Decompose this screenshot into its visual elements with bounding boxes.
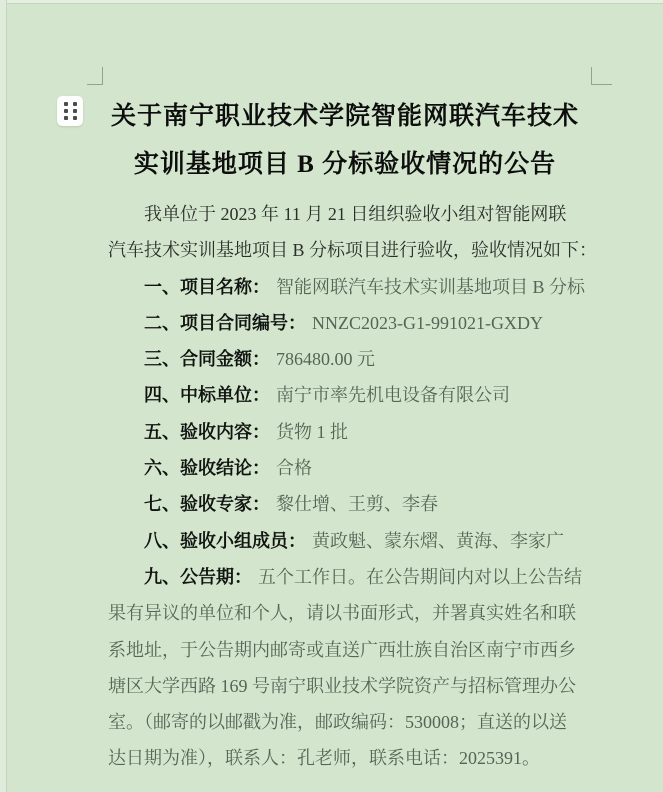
grip-dot xyxy=(64,116,68,120)
item-value: 货物 1 批 xyxy=(276,421,348,442)
grip-dot xyxy=(64,109,68,113)
grip-dot xyxy=(73,109,77,113)
title-line-2: 实训基地项目 B 分标验收情况的公告 xyxy=(133,151,557,178)
item-value: 南宁市率先机电设备有限公司 xyxy=(276,385,510,406)
item-label: 六、验收结论： xyxy=(144,458,270,479)
window-edge-left xyxy=(0,0,7,792)
document-title xyxy=(104,93,586,189)
item-label: 九、公告期： xyxy=(144,566,252,587)
margin-mark-top-right xyxy=(591,67,612,85)
grip-dot xyxy=(73,116,77,120)
drag-handle-icon[interactable] xyxy=(57,96,83,126)
item-value: NNZC2023-G1-991021-GXDY xyxy=(312,312,543,333)
closing-line: 达日期为准），联系人：孔老师，联系电话：2025391。 xyxy=(108,748,540,769)
item-announcement-period xyxy=(108,559,586,595)
margin-mark-top-left xyxy=(87,67,103,85)
item-winning-bidder xyxy=(108,377,586,413)
item-value: 合格 xyxy=(276,458,312,479)
item-value: 五个工作日。在公告期间内对以上公告结 xyxy=(258,566,582,587)
item-acceptance-experts xyxy=(108,486,586,522)
closing-line: 塘区大学西路 169 号南宁职业技术学院资产与招标管理办公 xyxy=(108,675,576,696)
document-body xyxy=(108,196,598,777)
intro-line: 汽车技术实训基地项目 B 分标项目进行验收，验收情况如下： xyxy=(108,240,598,261)
item-value: 786480.00 元 xyxy=(276,349,375,370)
grip-dot xyxy=(64,102,68,106)
grip-dot xyxy=(73,102,77,106)
item-label: 三、合同金额： xyxy=(144,349,270,370)
item-value: 智能网联汽车技术实训基地项目 B 分标 xyxy=(276,276,586,297)
closing-line: 果有异议的单位和个人，请以书面形式，并署真实姓名和联 xyxy=(108,603,576,624)
title-line-1: 关于南宁职业技术学院智能网联汽车技术 xyxy=(110,103,579,130)
item-project-name xyxy=(108,269,586,305)
item-label: 五、验收内容： xyxy=(144,421,270,442)
intro-line: 我单位于 2023 年 11 月 21 日组织验收小组对智能网联 xyxy=(144,204,567,224)
item-label: 一、项目名称： xyxy=(144,276,270,297)
item-value: 黄政魁、蒙东熠、黄海、李家广 xyxy=(312,530,564,551)
closing-line: 室。（邮寄的以邮戳为准，邮政编码：530008；直送的以送 xyxy=(108,712,567,733)
item-label: 二、项目合同编号： xyxy=(144,312,306,333)
item-acceptance-team xyxy=(108,523,586,559)
item-value: 黎仕增、王剪、李春 xyxy=(276,494,438,515)
window-edge-top xyxy=(0,0,663,4)
closing-line: 系地址，于公告期内邮寄或直送广西壮族自治区南宁市西乡 xyxy=(108,639,576,660)
item-acceptance-content xyxy=(108,414,586,450)
item-contract-amount xyxy=(108,341,586,377)
item-contract-number xyxy=(108,305,586,341)
item-acceptance-conclusion xyxy=(108,450,586,486)
item-label: 八、验收小组成员： xyxy=(144,530,306,551)
item-label: 七、验收专家： xyxy=(144,494,270,515)
item-label: 四、中标单位： xyxy=(144,385,270,406)
